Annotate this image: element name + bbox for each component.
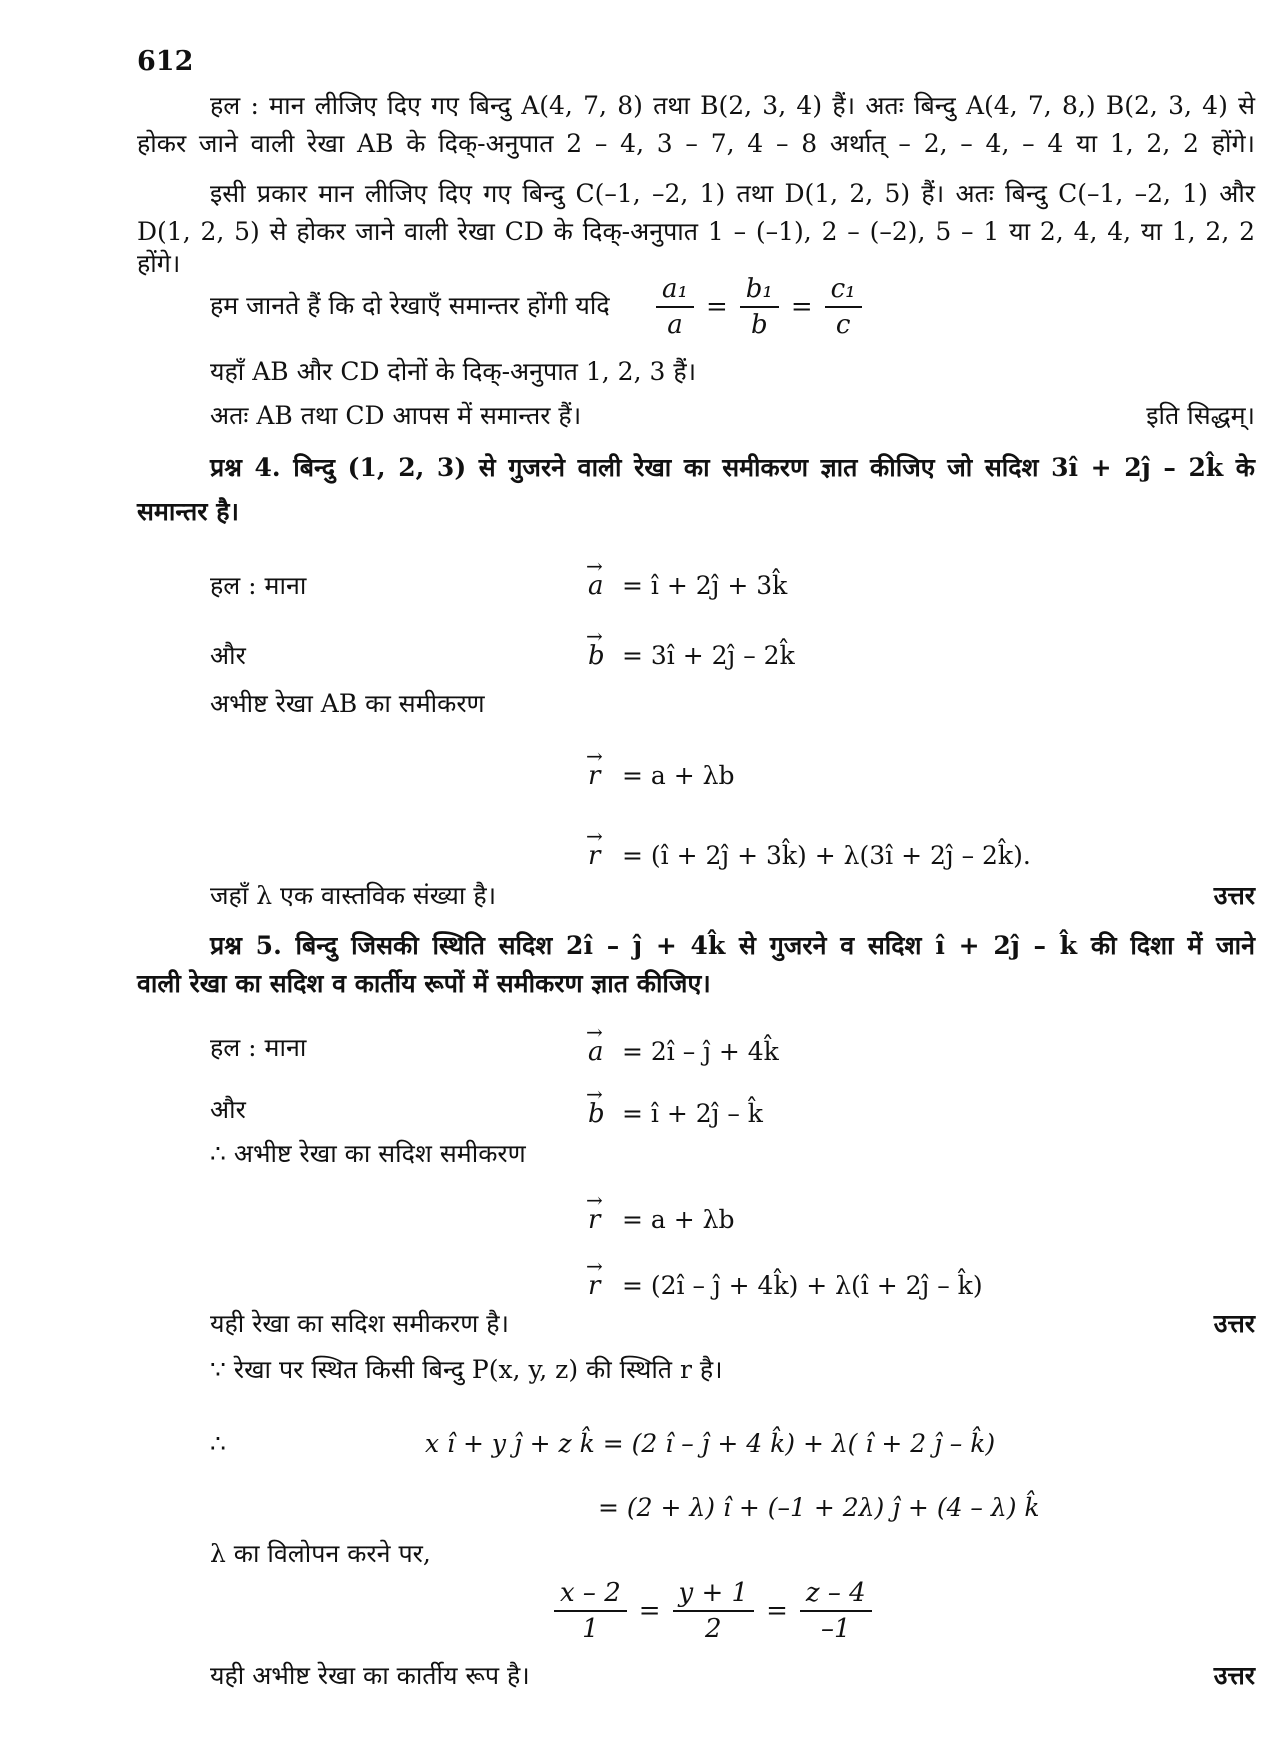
frac-den: 2 (705, 1614, 722, 1644)
frac-den: b (750, 310, 768, 340)
q5-a-rhs: = 2î – ĵ + 4k̂ (622, 1037, 779, 1066)
q5-vector-a: → a (588, 1036, 604, 1068)
q4-a-rhs: = î + 2ĵ + 3k̂ (622, 571, 788, 600)
q5-vector-b: → b (588, 1098, 605, 1130)
frac-den: –1 (820, 1614, 851, 1644)
q5-solution-label: हल : माना (210, 1033, 307, 1062)
frac-den: c (835, 310, 851, 340)
proof-line-1: हल : मान लीजिए दिए गए बिन्दु A(4, 7, 8) तथा B(2, 3, 4) हैं। अतः बिन्दु A(4, 7, 8,) B(2, 3, 4) से (210, 91, 1255, 120)
q4-solution-label: हल : माना (210, 571, 307, 600)
q5-statement-line-2: वाली रेखा का सदिश व कार्तीय रूपों में समीकरण ज्ञात कीजिए। (137, 969, 711, 998)
parallel-condition-text: हम जानते हैं कि दो रेखाएँ समान्तर होंगी यदि (210, 291, 610, 320)
q5-elimination-note: λ का विलोपन करने पर, (210, 1539, 431, 1568)
q5-r-rhs-1: = a + λb (622, 1205, 735, 1234)
frac-num: c₁ (825, 272, 862, 308)
q4-answer-label: उत्तर (1213, 881, 1255, 910)
q5-statement-line-1: प्रश्न 5. बिन्दु जिसकी स्थिति सदिश 2î – ĵ + 4k̂ से गुजरने व सदिश î + 2ĵ – k̂ की दिशा में जाने (210, 931, 1255, 960)
q5-and: और (210, 1095, 246, 1124)
q5-vector-r-1: → r (588, 1204, 600, 1236)
q5-vector-r-2: → r (588, 1270, 600, 1302)
frac-den: a (667, 310, 683, 340)
q5-vector-eq-note: यही रेखा का सदिश समीकरण है। (210, 1309, 510, 1338)
frac-den: 1 (582, 1614, 599, 1644)
q5-b-rhs: = î + 2ĵ – k̂ (622, 1099, 763, 1128)
page-number: 612 (137, 46, 194, 77)
q5-component-eq-2: = (2 + λ) î + (–1 + 2λ) ĵ + (4 – λ) k̂ (598, 1493, 1040, 1522)
conclusion-line: अतः AB तथा CD आपस में समान्तर हैं। (210, 401, 582, 430)
cartesian-equation: $\frac{x - 2}{1}$ = $\frac{y + 1}{2}$ = $\frac{z - 4}{-1}$ (548, 1576, 878, 1646)
frac-num: y + 1 (673, 1576, 755, 1612)
q4-r-rhs-1: = a + λb (622, 761, 735, 790)
therefore-symbol: ∴ (210, 1429, 226, 1458)
q4-and: और (210, 641, 246, 670)
q4-r-rhs-2: = (î + 2ĵ + 3k̂) + λ(3î + 2ĵ – 2k̂). (622, 841, 1031, 870)
q5-required-line: ∴ अभीष्ट रेखा का सदिश समीकरण (210, 1139, 526, 1168)
q4-lambda-note: जहाँ λ एक वास्तविक संख्या है। (210, 881, 497, 910)
q4-vector-r-2: → r (588, 840, 600, 872)
q5-position-note: ∵ रेखा पर स्थित किसी बिन्दु P(x, y, z) की स्थिति r है। (210, 1355, 723, 1384)
q4-statement-line-2: समान्तर है। (137, 497, 239, 526)
frac-num: z – 4 (800, 1576, 872, 1612)
q4-required-line: अभीष्ट रेखा AB का समीकरण (210, 689, 485, 718)
q4-vector-a: → a (588, 570, 604, 602)
q4-vector-r-1: → r (588, 760, 600, 792)
frac-num: b₁ (740, 272, 779, 308)
q5-answer-label-1: उत्तर (1213, 1309, 1255, 1338)
q4-b-rhs: = 3î + 2ĵ – 2k̂ (622, 641, 795, 670)
q5-component-eq-1: x î + y ĵ + z k̂ = (2 î – ĵ + 4 k̂) + λ( î + 2 ĵ – k̂) (425, 1429, 996, 1458)
proof-line-4: D(1, 2, 5) से होकर जाने वाली रेखा CD के दिक्-अनुपात 1 – (–1), 2 – (–2), 5 – 1 या 2, 4, 4, या 1, 2, 2 होंगे। (137, 217, 1255, 278)
frac-num: a₁ (656, 272, 694, 308)
q5-r-rhs-2: = (2î – ĵ + 4k̂) + λ(î + 2ĵ – k̂) (622, 1271, 983, 1300)
q4-vector-b: → b (588, 640, 605, 672)
q4-statement-line-1: प्रश्न 4. बिन्दु (1, 2, 3) से गुजरने वाली रेखा का समीकरण ज्ञात कीजिए जो सदिश 3î + 2ĵ – 2k̂ के (210, 453, 1255, 482)
parallel-condition-fraction: $\frac{\text{a₁}}{a}$ = $\frac{\text{b₁}}{b}$ = $\frac{\text{c₁}}{c}$ (650, 272, 868, 342)
q5-cartesian-note: यही अभीष्ट रेखा का कार्तीय रूप है। (210, 1661, 530, 1690)
qed-label: इति सिद्धम्। (1146, 401, 1255, 430)
direction-ratios-line: यहाँ AB और CD दोनों के दिक्-अनुपात 1, 2, 3 हैं। (210, 357, 697, 386)
proof-line-3: इसी प्रकार मान लीजिए दिए गए बिन्दु C(–1, –2, 1) तथा D(1, 2, 5) हैं। अतः बिन्दु C(–1, –2, 1) और (210, 179, 1255, 208)
frac-num: x – 2 (554, 1576, 627, 1612)
q5-answer-label-2: उत्तर (1213, 1661, 1255, 1690)
proof-line-2: होकर जाने वाली रेखा AB के दिक्-अनुपात 2 – 4, 3 – 7, 4 – 8 अर्थात् – 2, – 4, – 4 या 1, 2, 2 होंगे। (137, 129, 1255, 158)
